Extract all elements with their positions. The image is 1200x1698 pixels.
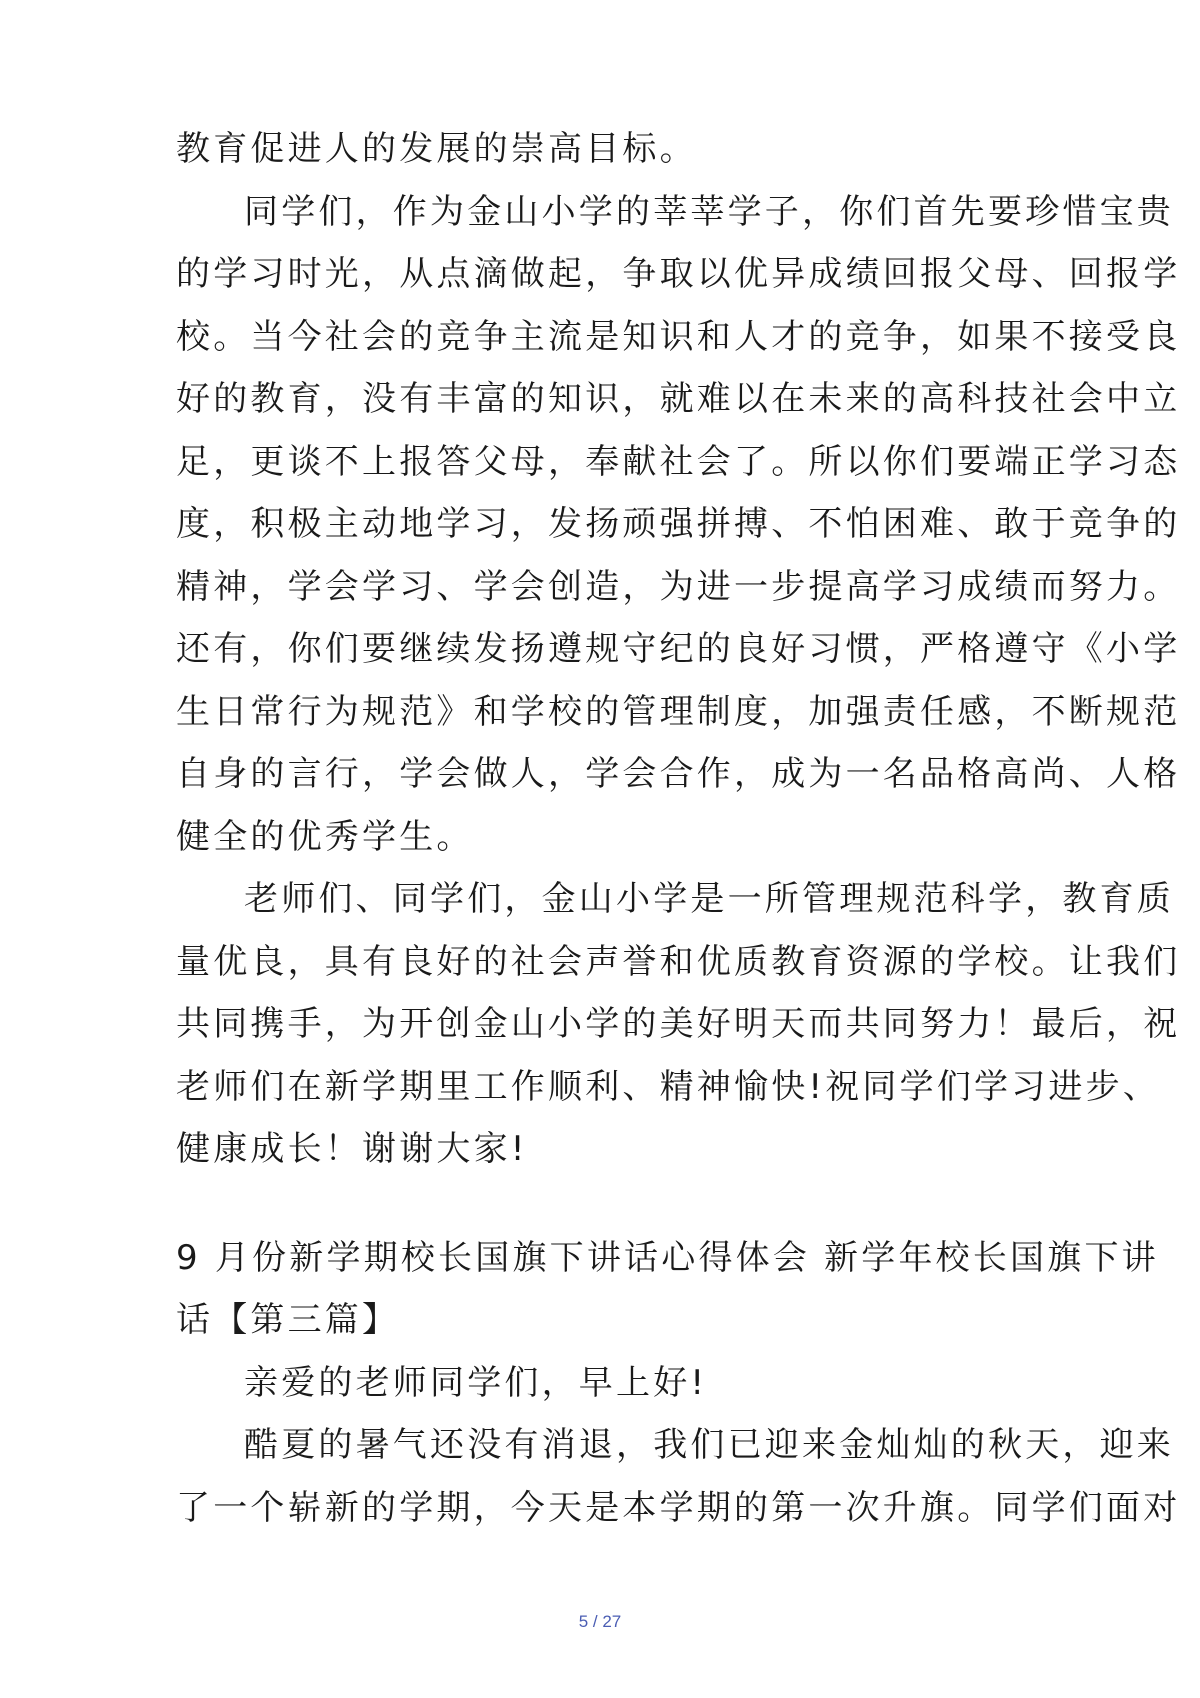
greeting-line: 亲爱的老师同学们，早上好! [244, 1362, 708, 1403]
paragraph-first-line: 酷夏的暑气还没有消退，我们已迎来金灿灿的秋天，迎来 [244, 1425, 1174, 1465]
body-line: 好的教育，没有丰富的知识，就难以在未来的高科技社会中立 [176, 379, 1181, 419]
body-line: 足，更谈不上报答父母，奉献社会了。所以你们要端正学习态 [176, 441, 1181, 482]
paragraph-first-line: 老师们、同学们，金山小学是一所管理规范科学，教育质 [244, 879, 1174, 919]
body-line: 生日常行为规范》和学校的管理制度，加强责任感，不断规范 [176, 691, 1181, 732]
body-line: 教育促进人的发展的崇高目标。 [176, 129, 697, 169]
body-line: 精神，学会学习、学会创造，为进一步提高学习成绩而努力。 [176, 566, 1181, 607]
body-line: 量优良，具有良好的社会声誉和优质教育资源的学校。让我们 [176, 941, 1181, 982]
body-line: 还有，你们要继续发扬遵规守纪的良好习惯，严格遵守《小学 [176, 629, 1181, 669]
body-line: 老师们在新学期里工作顺利、精神愉快!祝同学们学习进步、 [176, 1066, 1161, 1107]
section-heading: 9 月份新学期校长国旗下讲话心得体会 新学年校长国旗下讲 [176, 1237, 1159, 1278]
body-line: 共同携手，为开创金山小学的美好明天而共同努力！最后，祝 [176, 1004, 1181, 1044]
body-line: 度，积极主动地学习，发扬顽强拼搏、不怕困难、敢于竞争的 [176, 504, 1181, 544]
page-number: 5 / 27 [578, 1612, 622, 1631]
section-spacer [176, 1181, 1036, 1227]
body-line: 健全的优秀学生。 [176, 816, 474, 857]
paragraph-first-line: 同学们，作为金山小学的莘莘学子，你们首先要珍惜宝贵 [244, 191, 1174, 232]
body-line: 的学习时光，从点滴做起，争取以优异成绩回报父母、回报学 [176, 254, 1181, 294]
body-line: 自身的言行，学会做人，学会合作，成为一名品格高尚、人格 [176, 754, 1181, 794]
body-line: 校。当今社会的竞争主流是知识和人才的竞争，如果不接受良 [176, 316, 1181, 357]
body-line: 健康成长！谢谢大家! [176, 1129, 528, 1169]
body-line: 了一个崭新的学期，今天是本学期的第一次升旗。同学们面对 [176, 1487, 1181, 1528]
section-heading: 话【第三篇】 [176, 1300, 400, 1340]
page-content [176, 118, 1181, 1539]
